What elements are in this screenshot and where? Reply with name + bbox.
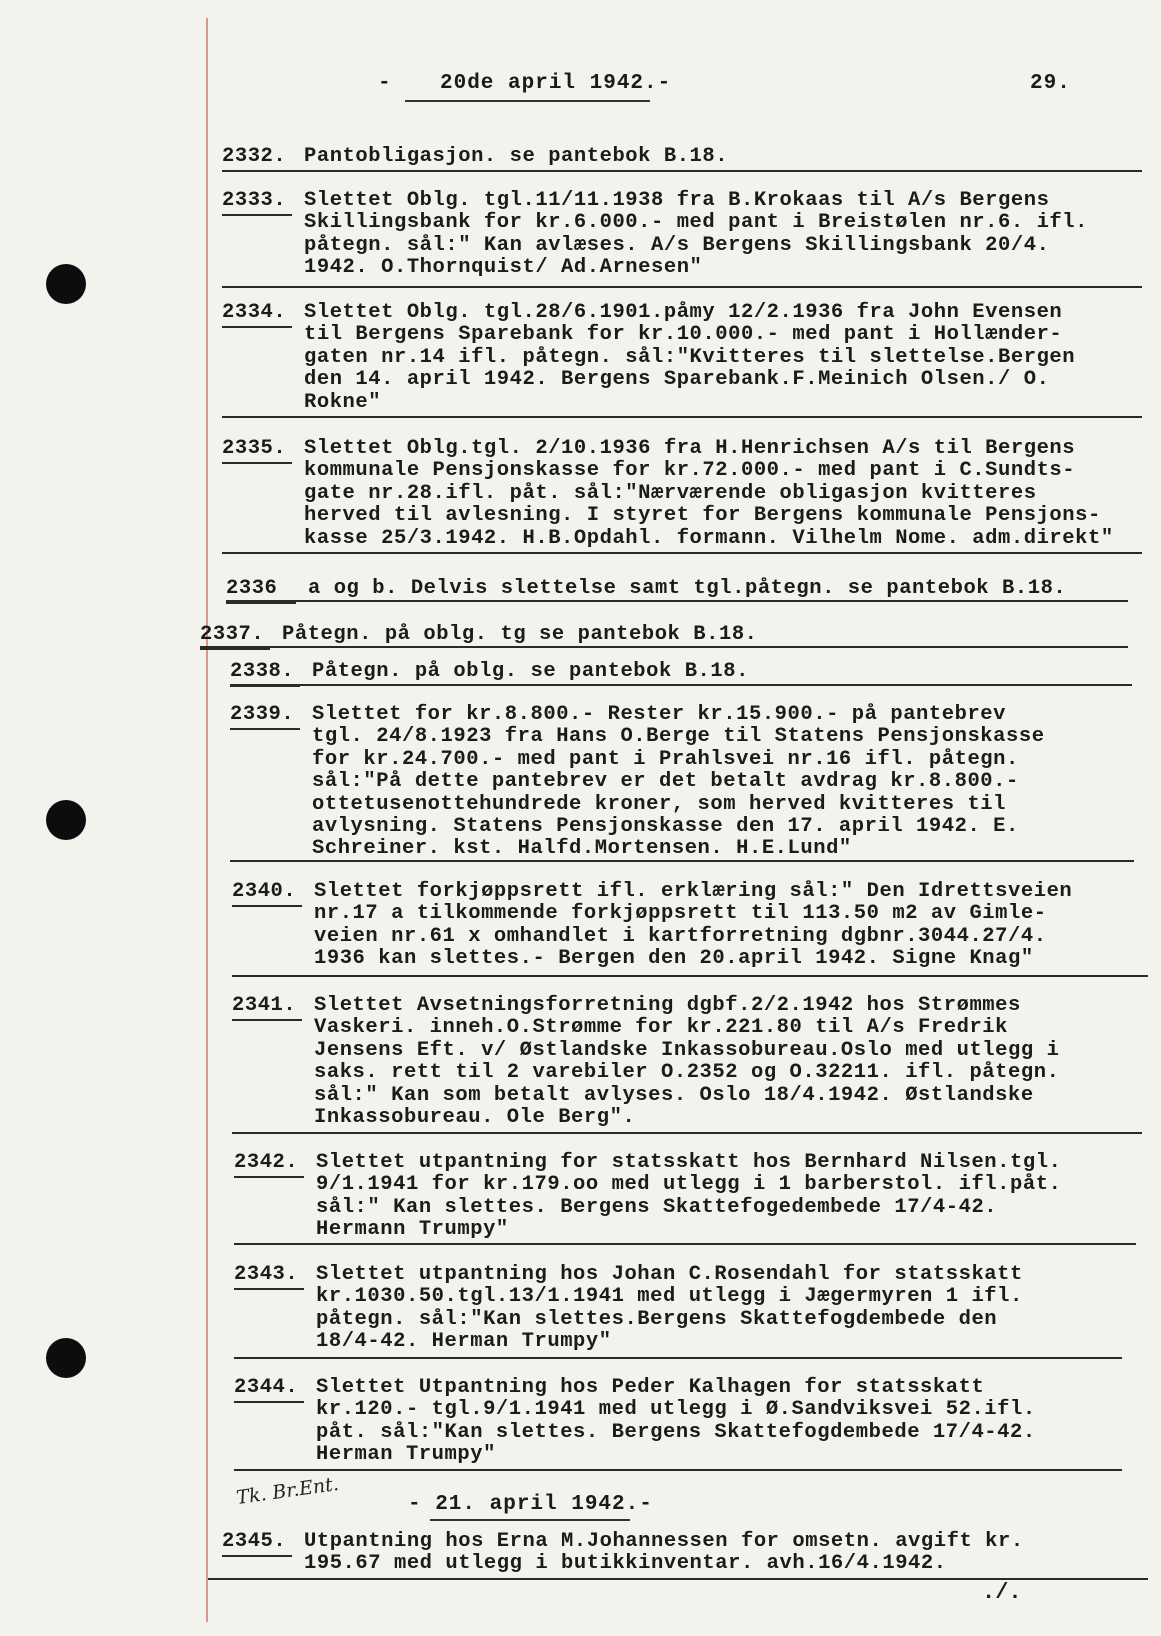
entry-line: Inkassobureau. Ole Berg".	[314, 1106, 636, 1130]
ledger-entry	[222, 146, 728, 168]
entry-text	[316, 1152, 1061, 1242]
entry-line: 195.67 med utlegg i butikkinventar. avh.16/4.1942.	[304, 1552, 947, 1576]
number-underline	[230, 685, 300, 687]
entry-line: den 14. april 1942. Bergens Sparebank.F.Meinich Olsen./ O.	[304, 368, 1050, 392]
ledger-entry	[222, 302, 1075, 414]
entry-line: Jensens Eft. v/ Østlandske Inkassobureau.Oslo med utlegg i	[314, 1038, 1060, 1062]
entry-number: 2345.	[222, 1530, 287, 1553]
entry-line: Slettet Oblg. tgl.11/11.1938 fra B.Krokaas til A/s Bergens	[304, 189, 1050, 212]
entry-text	[304, 438, 1114, 550]
signature: Tk. Br.Ent.	[234, 1472, 341, 1510]
number-underline	[234, 1176, 304, 1178]
entry-line: kasse 25/3.1942. H.B.Opdahl. formann. Vilhelm Nome. adm.direkt"	[304, 526, 1114, 550]
entry-rule	[222, 170, 1142, 172]
entry-text	[314, 881, 1072, 971]
entry-rule	[230, 684, 1132, 686]
entry-line: Herman Trumpy"	[316, 1443, 496, 1467]
entry-line: sål:" Kan som betalt avlyses. Oslo 18/4.1942. Østlandske	[314, 1083, 1034, 1107]
entry-number: 2332.	[222, 145, 287, 168]
entry-rule	[234, 1357, 1122, 1359]
entry-line: Hermann Trumpy"	[316, 1218, 509, 1242]
entry-rule	[222, 416, 1142, 418]
entry-line: Slettet Oblg.tgl. 2/10.1936 fra H.Henrichsen A/s til Bergens	[304, 437, 1076, 460]
entry-line: kommunale Pensjonskasse for kr.72.000.- med pant i C.Sundts-	[304, 459, 1076, 483]
entry-rule	[232, 975, 1148, 977]
punch-hole	[46, 264, 86, 304]
number-underline	[222, 462, 292, 464]
entry-rule	[232, 1132, 1142, 1134]
entry-rule	[200, 646, 1128, 648]
entry-number: 2343.	[234, 1263, 299, 1286]
entry-line: Schreiner. kst. Halfd.Mortensen. H.E.Lund"	[312, 837, 852, 861]
entry-rule	[234, 1243, 1136, 1245]
entry-line: a og b. Delvis slettelse samt tgl.påtegn. se pantebok B.18.	[308, 577, 1067, 600]
header-dash: -	[378, 72, 392, 95]
ledger-entry	[234, 1152, 1061, 1242]
entry-text	[282, 624, 758, 646]
second-date-underline	[430, 1519, 630, 1521]
entry-line: påtegn. sål:"Kan slettes.Bergens Skattefogdembede den	[316, 1307, 998, 1331]
entry-line: påtegn. sål:" Kan avlæses. A/s Bergens Skillingsbank 20/4.	[304, 233, 1050, 257]
entry-rule	[226, 600, 1128, 602]
entry-line: påt. sål:"Kan slettes. Bergens Skattefogdembede 17/4-42.	[316, 1420, 1036, 1444]
entry-line: kr.120.- tgl.9/1.1941 med utlegg i Ø.Sandviksvei 52.ifl.	[316, 1398, 1036, 1422]
entry-text	[304, 146, 728, 168]
entry-line: sål:" Kan slettes. Bergens Skattefogedembede 17/4-42.	[316, 1195, 998, 1219]
entry-line: 18/4-42. Herman Trumpy"	[316, 1330, 612, 1354]
entry-text	[308, 578, 1066, 600]
entry-line: veien nr.61 x omhandlet i kartforretning dgbnr.3044.27/4.	[314, 924, 1047, 948]
entry-line: Utpantning hos Erna M.Johannessen for omsetn. avgift kr.	[304, 1530, 1024, 1553]
ledger-entry	[230, 661, 749, 683]
entry-line: Slettet utpantning for statsskatt hos Bernhard Nilsen.tgl.	[316, 1151, 1062, 1174]
ledger-entry	[234, 1264, 1023, 1354]
second-date-text: - 21. april 1942.-	[408, 1493, 653, 1516]
entry-line: nr.17 a tilkommende forkjøppsrett til 113.50 m2 av Gimle-	[314, 902, 1047, 926]
ledger-entry	[232, 881, 1072, 971]
entry-line: Vaskeri. inneh.O.Strømme for kr.221.80 til A/s Fredrik	[314, 1016, 1009, 1040]
number-underline	[222, 214, 292, 216]
entry-line: Påtegn. på oblg. se pantebok B.18.	[312, 660, 749, 683]
header-date: 20de april 1942.-	[440, 72, 672, 95]
entry-text	[316, 1264, 1023, 1354]
punch-hole	[46, 1338, 86, 1378]
entry-rule	[230, 860, 1134, 862]
entry-line: Rokne"	[304, 390, 382, 414]
margin-line	[206, 18, 208, 1622]
entry-line: 1936 kan slettes.- Bergen den 20.april 1942. Signe Knag"	[314, 947, 1034, 971]
ledger-entry	[234, 1377, 1036, 1467]
ledger-entry	[230, 704, 1045, 861]
number-underline	[222, 1555, 292, 1557]
entry-rule	[222, 286, 1142, 288]
entry-text	[316, 1377, 1036, 1467]
entry-number: 2340.	[232, 880, 297, 903]
entry-text	[312, 661, 749, 683]
ledger-entry	[222, 438, 1114, 550]
entry-line: Slettet Oblg. tgl.28/6.1901.påmy 12/2.1936 fra John Evensen	[304, 301, 1063, 324]
number-underline	[232, 1019, 302, 1021]
punch-hole	[46, 800, 86, 840]
entry-text	[312, 704, 1045, 861]
entry-line: Skillingsbank for kr.6.000.- med pant i Breistølen nr.6. ifl.	[304, 211, 1088, 235]
ledger-entry	[222, 190, 1088, 280]
number-underline	[232, 905, 302, 907]
entry-line: saks. rett til 2 varebiler O.2352 og O.32211. ifl. påtegn.	[314, 1061, 1060, 1085]
number-underline	[226, 602, 296, 604]
ledger-entry	[222, 1531, 1024, 1576]
entry-line: Slettet Utpantning hos Peder Kalhagen for statsskatt	[316, 1376, 985, 1399]
entry-number: 2342.	[234, 1151, 299, 1174]
entry-line: Slettet utpantning hos Johan C.Rosendahl for statsskatt	[316, 1263, 1023, 1286]
number-underline	[234, 1288, 304, 1290]
entry-line: Pantobligasjon. se pantebok B.18.	[304, 145, 729, 168]
number-underline	[200, 648, 270, 650]
entry-number: 2333.	[222, 189, 287, 212]
entry-text	[304, 1531, 1024, 1576]
entry-line: Slettet Avsetningsforretning dgbf.2/2.1942 hos Strømmes	[314, 994, 1021, 1017]
entry-line: 9/1.1941 for kr.179.oo med utlegg i 1 barberstol. ifl.påt.	[316, 1173, 1062, 1197]
entry-line: avlysning. Statens Pensjonskasse den 17. april 1942. E.	[312, 815, 1019, 839]
number-underline	[222, 326, 292, 328]
entry-rule	[222, 552, 1142, 554]
entry-line: kr.1030.50.tgl.13/1.1941 med utlegg i Jægermyren 1 ifl.	[316, 1285, 1023, 1309]
ledger-entry	[200, 624, 758, 646]
entry-line: for kr.24.700.- med pant i Prahlsvei nr.16 ifl. påtegn.	[312, 747, 1019, 771]
page-number: 29.	[1030, 72, 1071, 95]
entry-number: 2334.	[222, 301, 287, 324]
entry-number: 2341.	[232, 994, 297, 1017]
entry-number: 2335.	[222, 437, 287, 460]
entry-rule	[234, 1469, 1122, 1471]
entry-number: 2337.	[200, 623, 265, 646]
entry-line: til Bergens Sparebank for kr.10.000.- med pant i Hollænder-	[304, 323, 1063, 347]
header-underline	[405, 100, 650, 102]
second-date	[408, 1493, 653, 1516]
entry-line: gate nr.28.ifl. påt. sål:"Nærværende obligasjon kvitteres	[304, 481, 1037, 505]
entry-line: Slettet for kr.8.800.- Rester kr.15.900.- på pantebrev	[312, 703, 1007, 726]
entry-number: 2336	[226, 577, 278, 600]
entry-text	[304, 302, 1075, 414]
entry-number: 2338.	[230, 660, 295, 683]
entry-line: herved til avlesning. I styret for Bergens kommunale Pensjons-	[304, 504, 1101, 528]
entry-number: 2344.	[234, 1376, 299, 1399]
entry-line: gaten nr.14 ifl. påtegn. sål:"Kvitteres til slettelse.Bergen	[304, 345, 1076, 369]
entry-line: sål:"På dette pantebrev er det betalt avdrag kr.8.800.-	[312, 770, 1019, 794]
entry-line: tgl. 24/8.1923 fra Hans O.Berge til Statens Pensjonskasse	[312, 725, 1045, 749]
entry-line: 1942. O.Thornquist/ Ad.Arnesen"	[304, 256, 703, 280]
entry-number: 2339.	[230, 703, 295, 726]
entry-line: Påtegn. på oblg. tg se pantebok B.18.	[282, 623, 758, 646]
entry-text	[304, 190, 1088, 280]
entry-text	[314, 995, 1059, 1129]
entry-line: ottetusenottehundrede kroner, som herved kvitteres til	[312, 792, 1007, 816]
end-mark: ./.	[982, 1580, 1022, 1605]
number-underline	[230, 728, 300, 730]
ledger-entry	[232, 995, 1059, 1129]
ledger-entry	[226, 578, 1066, 600]
number-underline	[234, 1401, 304, 1403]
entry-line: Slettet forkjøppsrett ifl. erklæring sål:" Den Idrettsveien	[314, 880, 1073, 903]
